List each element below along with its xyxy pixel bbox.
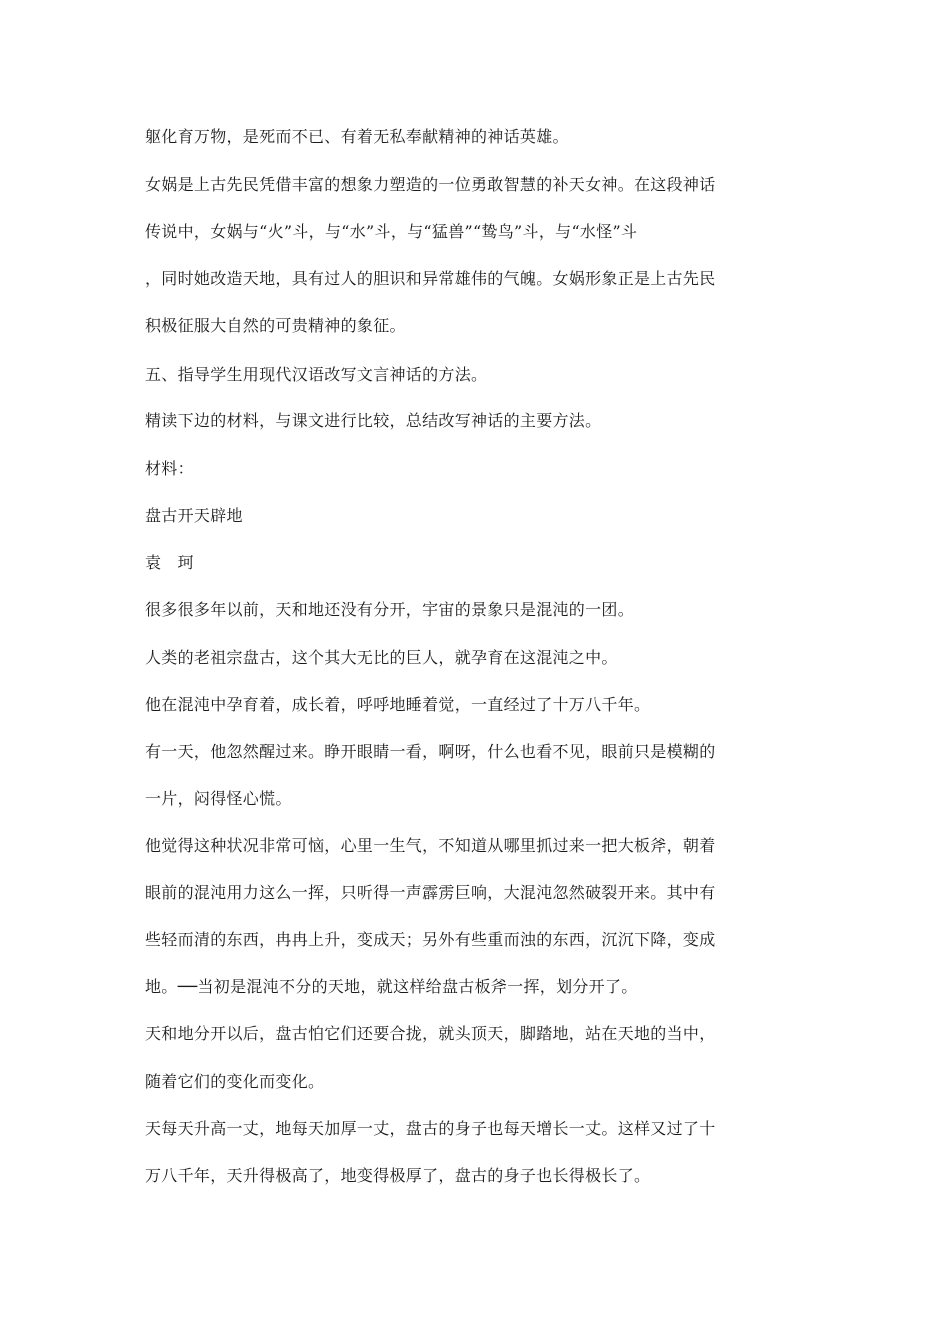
paragraph-line: 他觉得这种状况非常可恼，心里一生气，不知道从哪里抓过来一把大板斧，朝着 [145,836,716,855]
paragraph-line: 天和地分开以后，盘古怕它们还要合拢，就头顶天，脚踏地，站在天地的当中， [145,1024,716,1043]
paragraph-line: 地。──当初是混沌不分的天地，就这样给盘古板斧一挥，划分开了。 [145,977,638,996]
paragraph-line: 很多很多年以前，天和地还没有分开，宇宙的景象只是混沌的一团。 [145,600,635,619]
paragraph-line: 传说中，女娲与“火”斗，与“水”斗，与“猛兽”“鸷鸟”斗，与“水怪”斗 [145,222,638,241]
paragraph-line: 积极征服大自然的可贵精神的象征。 [145,316,406,335]
article-author: 袁 珂 [145,553,194,572]
article-title: 盘古开天辟地 [145,506,243,525]
paragraph-line: 他在混沌中孕育着，成长着，呼呼地睡着觉，一直经过了十万八千年。 [145,695,651,714]
paragraph-line: ，同时她改造天地，具有过人的胆识和异常雄伟的气魄。女娲形象正是上古先民 [145,269,716,288]
paragraph-line: 人类的老祖宗盘古，这个其大无比的巨人，就孕育在这混沌之中。 [145,648,618,667]
paragraph-line: 天每天升高一丈，地每天加厚一丈，盘古的身子也每天增长一丈。这样又过了十 [145,1119,716,1138]
paragraph-line: 精读下边的材料，与课文进行比较，总结改写神话的主要方法。 [145,411,602,430]
paragraph-line: 眼前的混沌用力这么一挥，只听得一声霹雳巨响，大混沌忽然破裂开来。其中有 [145,883,716,902]
paragraph-line: 随着它们的变化而变化。 [145,1072,325,1091]
paragraph-line: 一片，闷得怪心慌。 [145,789,292,808]
paragraph-line: 有一天，他忽然醒过来。睁开眼睛一看，啊呀，什么也看不见，眼前只是模糊的 [145,742,716,761]
material-label: 材料： [145,459,194,478]
paragraph-line: 万八千年，天升得极高了，地变得极厚了，盘古的身子也长得极长了。 [145,1166,651,1185]
paragraph-line: 躯化育万物，是死而不已、有着无私奉献精神的神话英雄。 [145,127,569,146]
paragraph-line: 些轻而清的东西，冉冉上升，变成天；另外有些重而浊的东西，沉沉下降，变成 [145,930,716,949]
paragraph-line: 女娲是上古先民凭借丰富的想象力塑造的一位勇敢智慧的补天女神。在这段神话 [145,175,716,194]
section-heading: 五、指导学生用现代汉语改写文言神话的方法。 [145,365,488,384]
